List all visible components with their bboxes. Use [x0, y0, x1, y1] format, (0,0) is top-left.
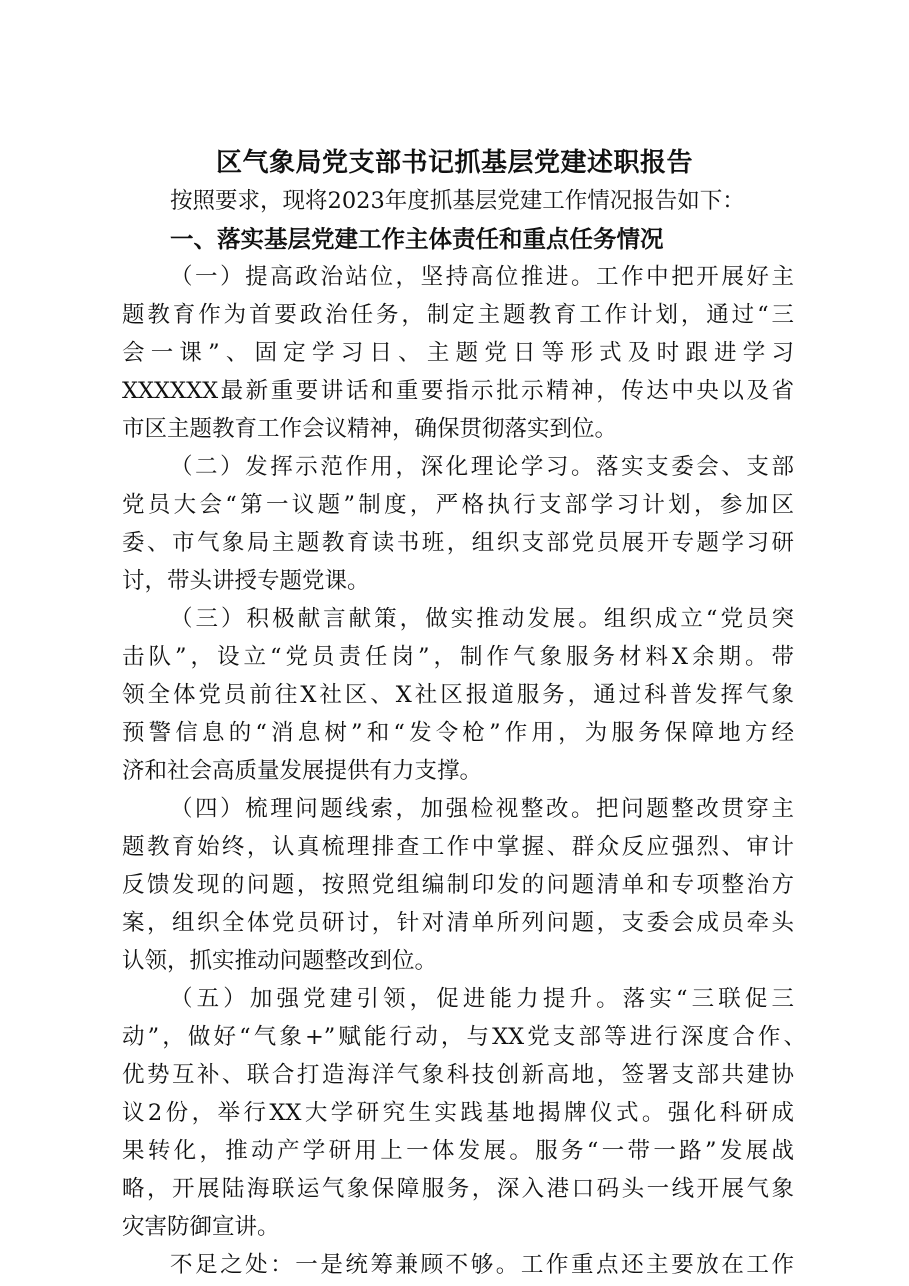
paragraph-3-line: （三）积极献言献策，做实推动发展。组织成立“党员突	[170, 606, 794, 632]
paragraph-5-line: （五）加强党建引领，促进能力提升。落实“三联促三	[170, 986, 794, 1012]
paragraph-3-line: 济和社会高质量发展提供有力支撑。	[122, 758, 483, 784]
paragraph-3-line: 击队”，设立“党员责任岗”，制作气象服务材料X余期。带	[122, 644, 794, 670]
paragraph-2-line: （二）发挥示范作用，深化理论学习。落实支委会、支部	[170, 454, 794, 480]
paragraph-4-line: （四）梳理问题线索，加强检视整改。把问题整改贯穿主	[170, 796, 794, 822]
paragraph-5-line: 议2份，举行XX大学研究生实践基地揭牌仪式。强化科研成	[122, 1100, 794, 1126]
paragraph-6-line: 不足之处：一是统筹兼顾不够。工作重点还主要放在工作	[170, 1252, 794, 1278]
paragraph-5-line: 略，开展陆海联运气象保障服务，深入港口码头一线开展气象	[122, 1176, 794, 1202]
paragraph-2-line: 党员大会“第一议题”制度，严格执行支部学习计划，参加区	[122, 492, 794, 518]
document-title: 区气象局党支部书记抓基层党建述职报告	[215, 148, 693, 178]
paragraph-1-line: 市区主题教育工作会议精神，确保贯彻落实到位。	[122, 416, 618, 442]
paragraph-1-line: （一）提高政治站位，坚持高位推进。工作中把开展好主	[170, 264, 794, 290]
paragraph-3-line: 预警信息的“消息树”和“发令枪”作用，为服务保障地方经	[122, 720, 794, 746]
paragraph-4-line: 反馈发现的问题，按照党组编制印发的问题清单和专项整治方	[122, 872, 794, 898]
intro-line: 按照要求，现将2023年度抓基层党建工作情况报告如下：	[170, 188, 745, 214]
paragraph-5-line: 优势互补、联合打造海洋气象科技创新高地，签署支部共建协	[122, 1062, 794, 1088]
paragraph-3-line: 领全体党员前往X社区、X社区报道服务，通过科普发挥气象	[122, 682, 794, 708]
paragraph-5-line: 灾害防御宣讲。	[122, 1214, 280, 1240]
paragraph-2-line: 讨，带头讲授专题党课。	[122, 568, 370, 594]
paragraph-2-line: 委、市气象局主题教育读书班，组织支部党员展开专题学习研	[122, 530, 794, 556]
paragraph-1-line: 会一课”、固定学习日、主题党日等形式及时跟进学习	[122, 340, 794, 366]
paragraph-5-line: 果转化，推动产学研用上一体发展。服务“一带一路”发展战	[122, 1138, 794, 1164]
paragraph-1-line: XXXXXX最新重要讲话和重要指示批示精神，传达中央以及省	[122, 378, 794, 404]
paragraph-4-line: 认领，抓实推动问题整改到位。	[122, 948, 438, 974]
paragraph-4-line: 题教育始终，认真梳理排查工作中掌握、群众反应强烈、审计	[122, 834, 794, 860]
paragraph-1-line: 题教育作为首要政治任务，制定主题教育工作计划，通过“三	[122, 302, 794, 328]
paragraph-4-line: 案，组织全体党员研讨，针对清单所列问题，支委会成员牵头	[122, 910, 794, 936]
section-1-heading: 一、落实基层党建工作主体责任和重点任务情况	[170, 225, 664, 253]
paragraph-5-line: 动”，做好“气象+”赋能行动，与XX党支部等进行深度合作、	[122, 1024, 806, 1050]
